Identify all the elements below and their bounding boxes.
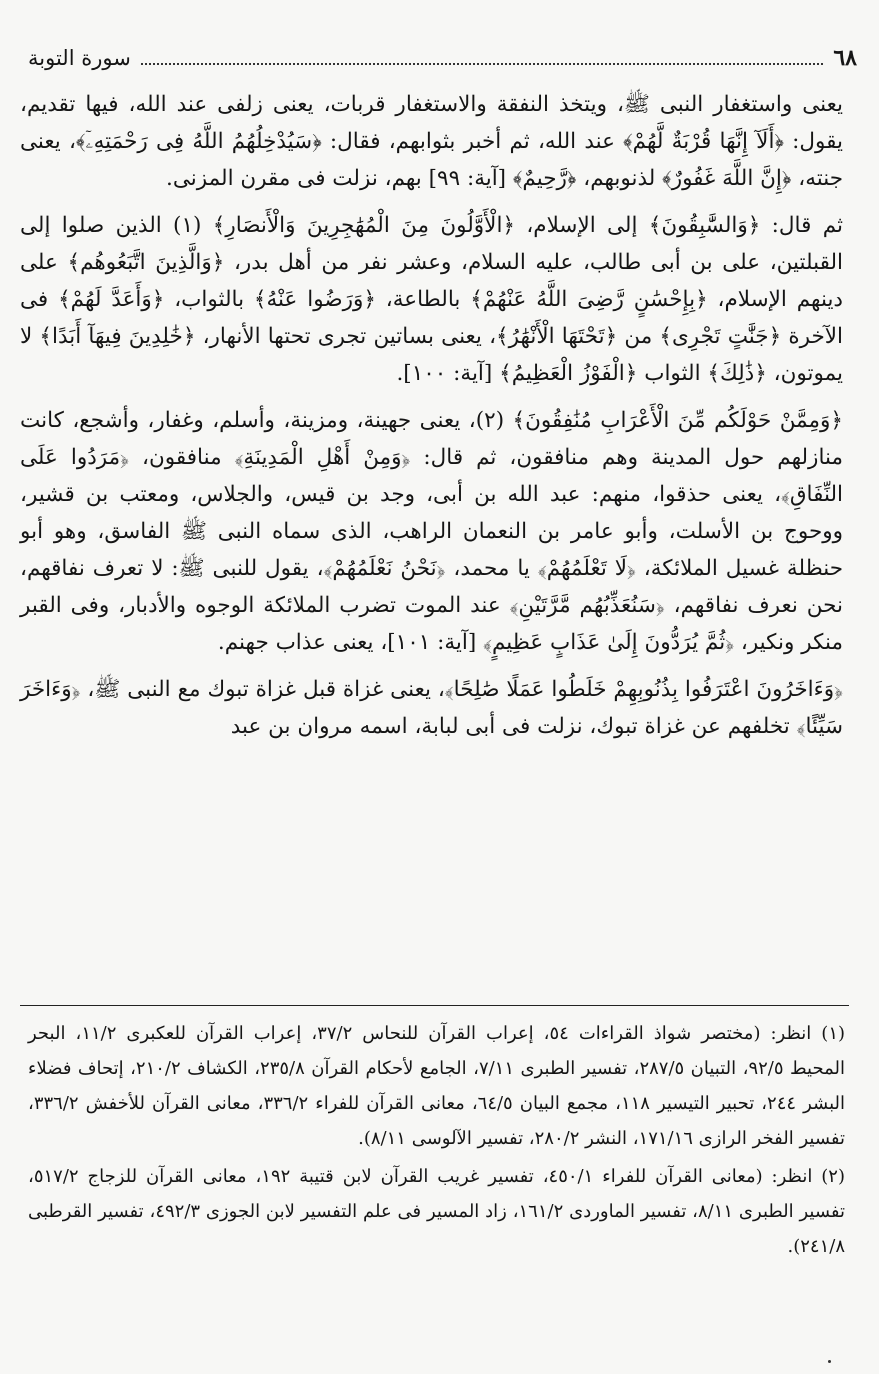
paragraph: ﴿وَمِمَّنْ حَوْلَكُم مِّنَ الْأَعْرَابِ مُنَٰفِقُونَ﴾ (٢)، يعنى جهينة، ومزينة، وأسلم، وغفار، وأشجع، كانت منازلهم حول المدينة وهم منافقون، ثم قال: ﴿وَمِنْ أَهْلِ الْمَدِينَةِ﴾ منافقون، ﴿مَرَدُوا عَلَى النِّفَاقِ﴾، يعنى حذقوا، منهم: عبد الله بن أبى، وجد بن قيس، والجلاس، ومعتب بن قشير، ووحوج بن الأسلت، وأبو عامر بن النعمان الراهب، الذى سماه النبى ﷺ الفاسق، وهو أبو حنظلة غسيل الملائكة، ﴿لَا تَعْلَمُهُمْ﴾ يا محمد، ﴿نَحْنُ نَعْلَمُهُمْ﴾، يقول للنبى ﷺ: لا تعرف نفاقهم، نحن نعرف نفاقهم، ﴿سَنُعَذِّبُهُم مَّرَّتَيْنِ﴾ عند الموت تضرب الملائكة الوجوه والأدبار، وفى القبر منكر ونكير، ﴿ثُمَّ يُرَدُّونَ إِلَىٰ عَذَابٍ عَظِيمٍ﴾ [آية: ١٠١]، يعنى عذاب جهنم. [20, 408, 843, 655]
footnotes [28, 1016, 845, 1267]
surah-title: سورة التوبة [28, 46, 131, 70]
footnote: (١) انظر: (مختصر شواذ القراءات ٥٤، إعراب القرآن للنحاس ٣٧/٢، إعراب القرآن للعكبرى ١١/٢، البحر المحيط ٩٢/٥، التبيان ٢٨٧/٥، تفسير الطبرى ٧/١١، الجامع لأحكام القرآن ٢٣٥/٨، الكشاف ٢١٠/٢، إتحاف فضلاء البشر ٢٤٤، تحبير التيسير ١١٨، مجمع البيان ٦٤/٥، معانى القرآن للفراء ٣٣٦/٢، معانى القرآن للأخفش ٣٣٦/٢، تفسير الفخر الرازى ١٧١/١٦، النشر ٢٨٠/٢، تفسير الآلوسى ٨/١١). [28, 1023, 846, 1149]
footnote-separator [20, 1005, 849, 1006]
page-header [28, 40, 857, 76]
paragraph: يعنى واستغفار النبى ﷺ، ويتخذ النفقة والاستغفار قربات، يعنى زلفى عند الله، فيها تقديم، يقول: ﴿أَلَآ إِنَّهَا قُرْبَةٌ لَّهُمْ﴾ عند الله، ثم أخبر بثوابهم، فقال: ﴿سَيُدْخِلُهُمُ اللَّهُ فِى رَحْمَتِهِۦٓ﴾، يعنى جنته، ﴿إِنَّ اللَّهَ غَفُورٌ﴾ لذنوبهم، ﴿رَّحِيمٌ﴾ [آية: ٩٩] بهم، نزلت فى مقرن المزنى. [20, 92, 843, 191]
footnote: (٢) انظر: (معانى القرآن للفراء ٤٥٠/١، تفسير غريب القرآن لابن قتيبة ١٩٢، معانى القرآن للزجاج ٥١٧/٢، تفسير الطبرى ٨/١١، تفسير الماوردى ١٦١/٢، زاد المسير فى علم التفسير لابن الجوزى ٤٩٢/٣، تفسير القرطبى ٢٤١/٨). [28, 1166, 845, 1257]
page-number: ٦٨ [833, 45, 857, 71]
main-text [20, 86, 843, 755]
scan-speck [828, 1360, 831, 1363]
paragraph: ثم قال: ﴿وَالسَّٰبِقُونَ﴾ إلى الإسلام، ﴿الْأَوَّلُونَ مِنَ الْمُهَٰجِرِينَ وَالْأَنصَارِ﴾ (١) الذين صلوا إلى القبلتين، على بن أبى طالب، عليه السلام، وعشر نفر من أهل بدر، ﴿وَالَّذِينَ اتَّبَعُوهُم﴾ على دينهم الإسلام، ﴿بِإِحْسَٰنٍ رَّضِىَ اللَّهُ عَنْهُمْ﴾ بالطاعة، ﴿وَرَضُوا عَنْهُ﴾ بالثواب، ﴿وَأَعَدَّ لَهُمْ﴾ فى الآخرة ﴿جَنَّٰتٍ تَجْرِى﴾ من ﴿تَحْتَهَا الْأَنْهَٰرُ﴾، يعنى بساتين تجرى تحتها الأنهار، ﴿خَٰلِدِينَ فِيهَآ أَبَدًا﴾ لا يموتون، ﴿ذَٰلِكَ﴾ الثواب ﴿الْفَوْزُ الْعَظِيمُ﴾ [آية: ١٠٠]. [20, 213, 843, 386]
paragraph: ﴿وَءَاخَرُونَ اعْتَرَفُوا بِذُنُوبِهِمْ خَلَطُوا عَمَلًا صَٰلِحًا﴾، يعنى غزاة قبل غزاة تبوك مع النبى ﷺ، ﴿وَءَاخَرَ سَيِّئًا﴾ تخلفهم عن غزاة تبوك، نزلت فى أبى لبابة، اسمه مروان بن عبد [20, 677, 843, 739]
header-dotted-leader [141, 51, 824, 65]
